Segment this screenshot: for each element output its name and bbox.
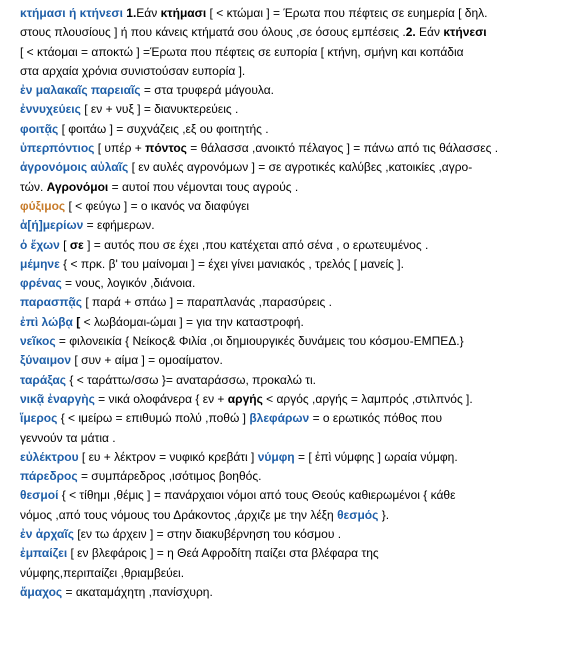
lemma-term: θεσμός	[337, 507, 379, 522]
definition-text: [ εν βλεφάροις ] = η Θεά Αφροδίτη παίζει στα βλέφαρα της	[67, 546, 379, 561]
text-line	[20, 313, 578, 332]
definition-text: [ εν αυλές αγρονόμων ] = σε αγροτικές καλύβες ,κατοικίες ,αγρο-	[128, 160, 473, 175]
definition-text: Εάν	[136, 6, 161, 20]
text-line	[20, 100, 578, 119]
definition-text: τών.	[20, 179, 47, 194]
definition-text: νύμφης,περιπαίζει ,θριαμβεύει.	[20, 565, 185, 580]
text-line	[20, 390, 578, 409]
text-line	[20, 332, 578, 351]
lemma-term: ἐν μαλακαῖς παρειαῖς	[20, 83, 141, 98]
definition-text: = ο ερωτικός πόθος που	[309, 411, 443, 426]
text-line	[20, 293, 578, 312]
definition-text: γεννούν τα μάτια .	[20, 430, 116, 445]
text-line	[20, 120, 578, 139]
definition-text: Εάν	[415, 25, 444, 40]
definition-text: = θάλασσα ,ανοικτό πέλαγος ] = πάνω από τις θάλασσες .	[186, 141, 499, 156]
definition-text: [	[59, 237, 70, 252]
lemma-term: ξύναιμον	[20, 353, 72, 368]
text-line	[20, 448, 578, 467]
lemma-term: ἐπὶ λώβᾳ	[20, 314, 73, 329]
lemma-term: παρασπᾷς	[20, 295, 83, 310]
lemma-term: εὐλέκτρου	[20, 449, 79, 464]
definition-text: = νους, λογικόν ,διάνοια.	[61, 276, 196, 291]
definition-text: [ ευ + λέκτρον = νυφικό κρεβάτι ]	[78, 449, 258, 464]
text-line	[20, 525, 578, 544]
definition-text: = εφήμερων.	[83, 218, 155, 233]
lemma-term: ταράξας	[20, 372, 67, 387]
definition-text: [ φοιτάω ] = συχνάζεις ,εξ ου φοιτητής .	[58, 121, 269, 136]
definition-text: = αυτοί που νέμονται τους αγρούς .	[108, 179, 299, 194]
lemma-term: ἁ[ή]μερίων	[20, 218, 84, 233]
text-line	[20, 429, 578, 448]
bold-text: Αγρονόμοι	[46, 179, 109, 194]
text-line	[20, 544, 578, 563]
lemma-term: νικᾷ ἐναργὴς	[20, 391, 95, 406]
definition-text: στα αρχαία χρόνια συνιστούσαν ευπορία ].	[20, 63, 246, 78]
lemma-term: ἀγρονόμοις αὐλαῖς	[20, 160, 129, 175]
definition-text: = συμπάρεδρος ,ισότιμος βοηθός.	[77, 469, 262, 484]
definition-text: = [ ἐπὶ νύμφης ] ωραία νύμφη.	[294, 449, 458, 464]
text-line	[20, 255, 578, 274]
text-line	[20, 216, 578, 235]
definition-text: = νικά ολοφάνερα { εν +	[94, 391, 228, 406]
lemma-term: ἵμερος	[20, 411, 58, 426]
text-line	[20, 62, 578, 81]
bold-text: 1.	[126, 6, 137, 20]
text-line	[20, 197, 578, 216]
lemma-term: φρένας	[20, 276, 62, 291]
text-line	[20, 564, 578, 583]
definition-text: = φιλονεικία { Νείκος& Φιλία ,οι δημιουργικές δυνάμεις του κόσμου-ΕΜΠΕΔ.}	[55, 334, 464, 349]
text-line	[20, 43, 578, 62]
text-line	[20, 178, 578, 197]
definition-text: ] = αυτός που σε έχει ,που κατέχεται από σένα , ο ερωτευμένος .	[83, 237, 429, 252]
text-line	[20, 158, 578, 177]
definition-text: [ παρά + σπάω ] = παραπλανάς ,παρασύρεις .	[82, 295, 333, 310]
text-line	[20, 409, 578, 428]
definition-text: { < πρκ. β' του μαίνομαι ] = έχει γίνει μανιακός , τρελός [ μανείς ].	[59, 256, 404, 271]
bold-text: σε	[69, 237, 84, 252]
lemma-term: πάρεδρος	[20, 469, 78, 484]
definition-text: [εν τω άρχειν ] = στην διακυβέρνηση του κόσμου .	[73, 527, 342, 542]
definition-text: [ < κτώμαι ] = Έρωτα που πέφτεις σε ευημερία [ δηλ.	[206, 6, 488, 20]
definition-text: = ακαταμάχητη ,πανίσχυρη.	[62, 584, 213, 599]
definition-text: [ < φεύγω ] = ο ικανός να διαφύγει	[65, 198, 250, 213]
text-line	[20, 4, 578, 23]
text-line	[20, 81, 578, 100]
bold-text: αργής	[227, 391, 263, 406]
lemma-term: θεσμοί	[20, 488, 59, 503]
text-line	[20, 506, 578, 525]
lemma-term: ἐν ἀρχαῖς	[20, 527, 74, 542]
bold-text: 2.	[405, 25, 416, 40]
text-line	[20, 486, 578, 505]
text-line	[20, 23, 578, 42]
definition-text: { < τίθημι ,θέμις ] = πανάρχαιοι νόμοι από τους Θεούς καθιερωμένοι { κάθε	[58, 488, 456, 503]
text-line	[20, 467, 578, 486]
lemma-term: μέμηνε	[20, 256, 60, 271]
lemma-term: βλεφάρων	[249, 411, 310, 426]
definition-text: [ εν + νυξ ] = διανυκτερεύεις .	[80, 102, 239, 117]
definition-text: [ συν + αίμα ] = ομοαίματον.	[71, 353, 223, 368]
text-line	[20, 371, 578, 390]
bold-text: κτήνεσι	[443, 25, 487, 40]
text-line	[20, 583, 578, 602]
lemma-term: ὑπερπόντιος	[20, 141, 95, 156]
lemma-term: ἐννυχεύεις	[20, 102, 81, 117]
definition-text: { < ιμείρω = επιθυμώ πολύ ,ποθώ ]	[57, 411, 250, 426]
lemma-term: νύμφη	[257, 449, 295, 464]
text-line	[20, 139, 578, 158]
definition-text: }.	[378, 507, 390, 522]
definition-text: { < ταράττω/σσω }= αναταράσσω, προκαλώ τι.	[66, 372, 317, 387]
lemma-term: ὁ ἔχων	[20, 237, 60, 252]
definition-text: < λωβάομαι-ώμαι ] = για την καταστροφή.	[80, 314, 304, 329]
text-line	[20, 236, 578, 255]
lemma-term: ἄμαχος	[20, 584, 63, 599]
definition-text: < αργός ,αργής = λαμπρός ,στιλπνός ].	[262, 391, 473, 406]
lemma-term: νεῖκος	[20, 334, 56, 349]
lemma-term: κτήμασι ή κτήνεσι	[20, 6, 123, 20]
text-line	[20, 274, 578, 293]
definition-text: νόμος ,από τους νόμους του Δράκοντος ,άρχιζε με την λέξη	[20, 507, 338, 522]
bold-text: [	[76, 314, 81, 329]
text-line	[20, 351, 578, 370]
definition-text: στους πλουσίους ] ή που κάνεις κτήματά σου όλους ,σε όσους εμπέσεις .	[20, 25, 406, 40]
definition-text: [ υπέρ +	[94, 141, 146, 156]
bold-text: πόντος	[145, 141, 187, 156]
definition-text: [ < κτάομαι = αποκτώ ] =Έρωτα που πέφτεις σε ευπορία [ κτήνη, σμήνη και κοπάδια	[20, 44, 464, 59]
lemma-term: φύξιμος	[20, 198, 66, 213]
lemma-term: φοιτᾷς	[20, 121, 59, 136]
bold-text: κτήμασι	[160, 6, 207, 20]
lemma-term: ἐμπαίζει	[20, 546, 68, 561]
definition-text: = στα τρυφερά μάγουλα.	[140, 83, 275, 98]
